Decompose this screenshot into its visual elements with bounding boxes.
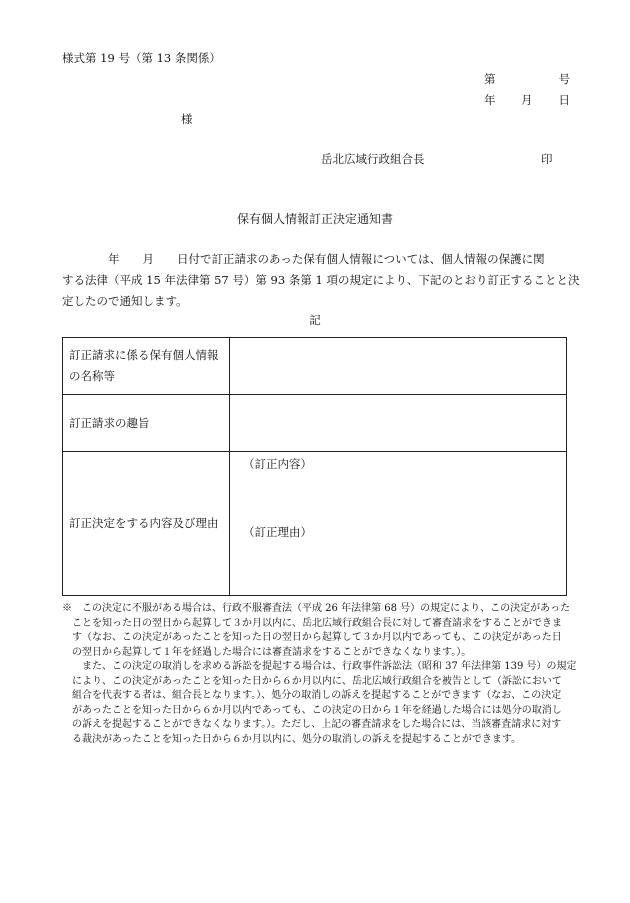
- note-line: る裁決があったことを知った日から６か月以内に、処分の取消しの訴えを提起することができます。: [62, 733, 522, 745]
- issuer-name: 岳北広域行政組合長: [321, 152, 425, 166]
- note-line: により、この決定があったことを知った日から６か月以内に、岳北広域行政組合を被告として（訴訟において: [62, 675, 562, 687]
- date-day: 日: [558, 93, 570, 107]
- document-title: 保有個人情報訂正決定通知書: [236, 212, 393, 226]
- label-line: の名称等: [69, 369, 115, 383]
- note-line: の翌日から起算して１年を経過した場合には審査請求をすることができなくなります。）。: [62, 646, 472, 658]
- request-purpose-field[interactable]: [230, 395, 567, 452]
- note-line: があったことを知った日から６か月以内であっても、この決定の日から１年を経過した場合には処分の取消し: [62, 704, 562, 716]
- date-month: 月: [521, 93, 533, 107]
- personal-info-name-label: [63, 338, 230, 395]
- table-row: [63, 395, 567, 452]
- label-line: 訂正請求に係る保有個人情報: [69, 348, 219, 362]
- note-line: 組合を代表する者は、組合長となります。）、処分の取消しの訴えを提起することができます（なお、この決定: [62, 690, 562, 701]
- note-line: の訴えを提起することができなくなります。）。ただし、上記の審査請求をした場合には、当該審査請求に対す: [62, 719, 562, 730]
- addressee-suffix: 様: [181, 112, 193, 126]
- body-line: する法律（平成 15 年法律第 57 号）第 93 条第 1 項の規定により、下記のとおり訂正することと決: [62, 273, 580, 287]
- number-prefix: 第: [484, 72, 496, 86]
- decision-content-field[interactable]: [230, 452, 567, 596]
- seal-mark: 印: [541, 152, 553, 166]
- date-year: 年: [484, 93, 496, 107]
- note-line: ※ この決定に不服がある場合は、行政不服審査法（平成 26 年法律第 68 号）の規定により、この決定があった: [62, 603, 571, 614]
- body-line: 年 月 日付で訂正請求のあった保有個人情報については、個人情報の保護に関: [62, 252, 545, 266]
- notice-body: [62, 249, 580, 312]
- correction-content-label: （訂正内容）: [243, 457, 312, 471]
- ki-heading: 記: [309, 313, 321, 327]
- decision-content-label: 訂正決定をする内容及び理由: [63, 452, 230, 596]
- note-line: ことを知った日の翌日から起算して３か月以内に、岳北広域行政組合長に対して審査請求をすることができま: [62, 617, 562, 629]
- table-row: [63, 452, 567, 596]
- body-line: 定したので通知します。: [62, 294, 188, 308]
- note-line: す（なお、この決定があったことを知った日の翌日から起算して３か月以内であっても、この決定があった日: [62, 632, 562, 643]
- form-number-label: 様式第 19 号（第 13 条関係）: [62, 51, 221, 65]
- number-suffix: 号: [558, 72, 570, 86]
- appeal-notes: [62, 602, 577, 747]
- request-purpose-label: 訂正請求の趣旨: [63, 395, 230, 452]
- note-line: また、この決定の取消しを求める訴訟を提起する場合は、行政事件訴訟法（昭和 37 年法律第 139 号）の規定: [62, 661, 577, 672]
- correction-reason-label: （訂正理由）: [243, 525, 312, 539]
- personal-info-name-field[interactable]: [230, 338, 567, 395]
- decision-table: [62, 337, 567, 596]
- table-row: [63, 338, 567, 395]
